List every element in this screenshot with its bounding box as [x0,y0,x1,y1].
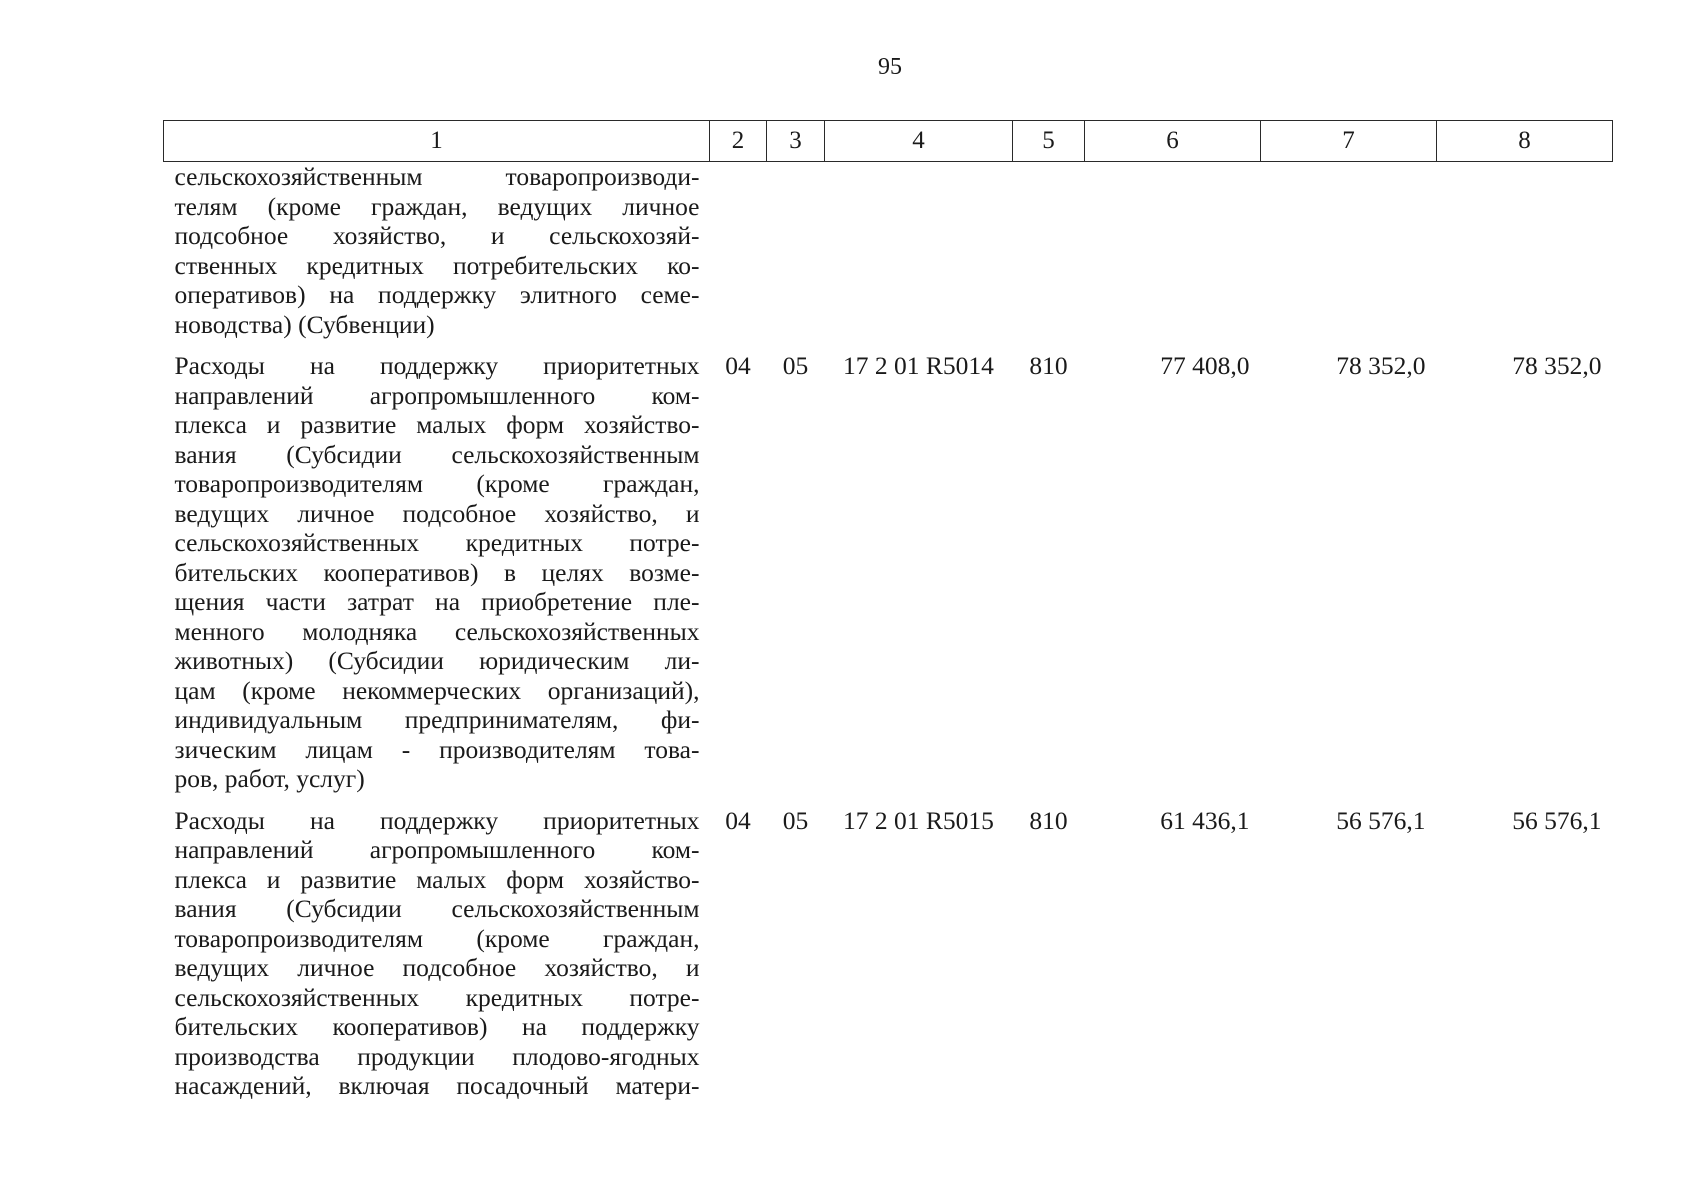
column-header-1: 1 [164,121,710,162]
section-code: 04 [725,351,751,380]
description-line: бительских кооперативов) на поддержку [174,1012,700,1041]
description-line: индивидуальным предпринимателям, фи- [174,705,700,734]
description-line: ведущих личное подсобное хозяйство, и [174,953,700,982]
description-line: сельскохозяйственным товаропроизводи- [174,162,700,191]
column-header-2: 2 [710,121,767,162]
description-line: Расходы на поддержку приоритетных [174,351,700,380]
description-line: щения части затрат на приобретение пле- [174,587,700,616]
description-line: оперативов) на поддержку элитного семе- [174,280,700,309]
description-line: ственных кредитных потребительских ко- [174,250,700,280]
amount-col-8 [1437,162,1613,340]
amount-col-6 [1085,162,1261,340]
description-line: вания (Субсидии сельскохозяйственным [174,894,700,923]
description-line: цам (кроме некоммерческих организаций), [174,675,700,705]
description-line: ров, работ, услуг) [174,764,365,793]
budget-table [163,120,1613,1101]
description-line: насаждений, включая посадочный матери- [174,1071,700,1100]
target-article-code [825,162,1013,340]
description-line: плекса и развитие малых форм хозяйство- [174,864,700,894]
amount-col-8: 78 352,0 [1512,351,1602,380]
section-code: 04 [725,805,751,835]
subsection-code: 05 [782,351,809,380]
description-line: направлений агропромышленного ком- [174,835,700,864]
description-line: новодства) (Субвенции) [174,309,435,339]
amount-col-7 [1261,162,1437,340]
subsection-code: 05 [782,805,809,835]
amount-col-7: 56 576,1 [1336,805,1426,835]
description-line: животных) (Субсидии юридическим ли- [174,646,700,675]
column-header-3: 3 [767,121,825,162]
amount-col-8: 56 576,1 [1512,805,1602,835]
description-line: товаропроизводителям (кроме граждан, [174,469,700,498]
description-line: телям (кроме граждан, ведущих личное [174,191,700,221]
column-header-8: 8 [1437,121,1613,162]
row-description [164,806,710,1101]
expense-type-code [1013,162,1085,340]
column-header-6: 6 [1085,121,1261,162]
description-line: подсобное хозяйство, и сельскохозяй- [174,221,700,250]
target-article-code: 17 2 01 R5015 [843,805,994,835]
row-description [164,162,710,340]
table-header-row [164,121,1613,162]
amount-col-6: 61 436,1 [1160,805,1250,835]
page-number: 95 [878,54,902,80]
section-code [710,162,767,340]
column-header-4: 4 [825,121,1013,162]
column-header-5: 5 [1013,121,1085,162]
subsection-code [767,162,825,340]
table-row [164,806,1613,1101]
description-line: плекса и развитие малых форм хозяйство- [174,410,700,439]
description-line: сельскохозяйственных кредитных потре- [174,982,700,1012]
target-article-code: 17 2 01 R5014 [843,351,994,380]
column-header-7: 7 [1261,121,1437,162]
description-line: менного молодняка сельскохозяйственных [174,616,700,646]
amount-col-6: 77 408,0 [1160,351,1250,380]
row-spacer [164,794,1613,806]
table-row [164,351,1613,794]
description-line: направлений агропромышленного ком- [174,380,700,410]
expense-type-code: 810 [1029,351,1068,380]
row-spacer [164,339,1613,351]
table-row [164,162,1613,340]
description-line: ведущих личное подсобное хозяйство, и [174,498,700,528]
row-description [164,351,710,794]
expense-type-code: 810 [1029,805,1068,835]
description-line: Расходы на поддержку приоритетных [174,805,700,835]
description-line: зическим лицам - производителям това- [174,734,700,764]
description-line: сельскохозяйственных кредитных потре- [174,528,700,557]
amount-col-7: 78 352,0 [1336,351,1426,380]
description-line: товаропроизводителям (кроме граждан, [174,923,700,953]
description-line: бительских кооперативов) в целях возме- [174,557,700,587]
description-line: производства продукции плодово-ягодных [174,1041,700,1071]
description-line: вания (Субсидии сельскохозяйственным [174,439,700,469]
